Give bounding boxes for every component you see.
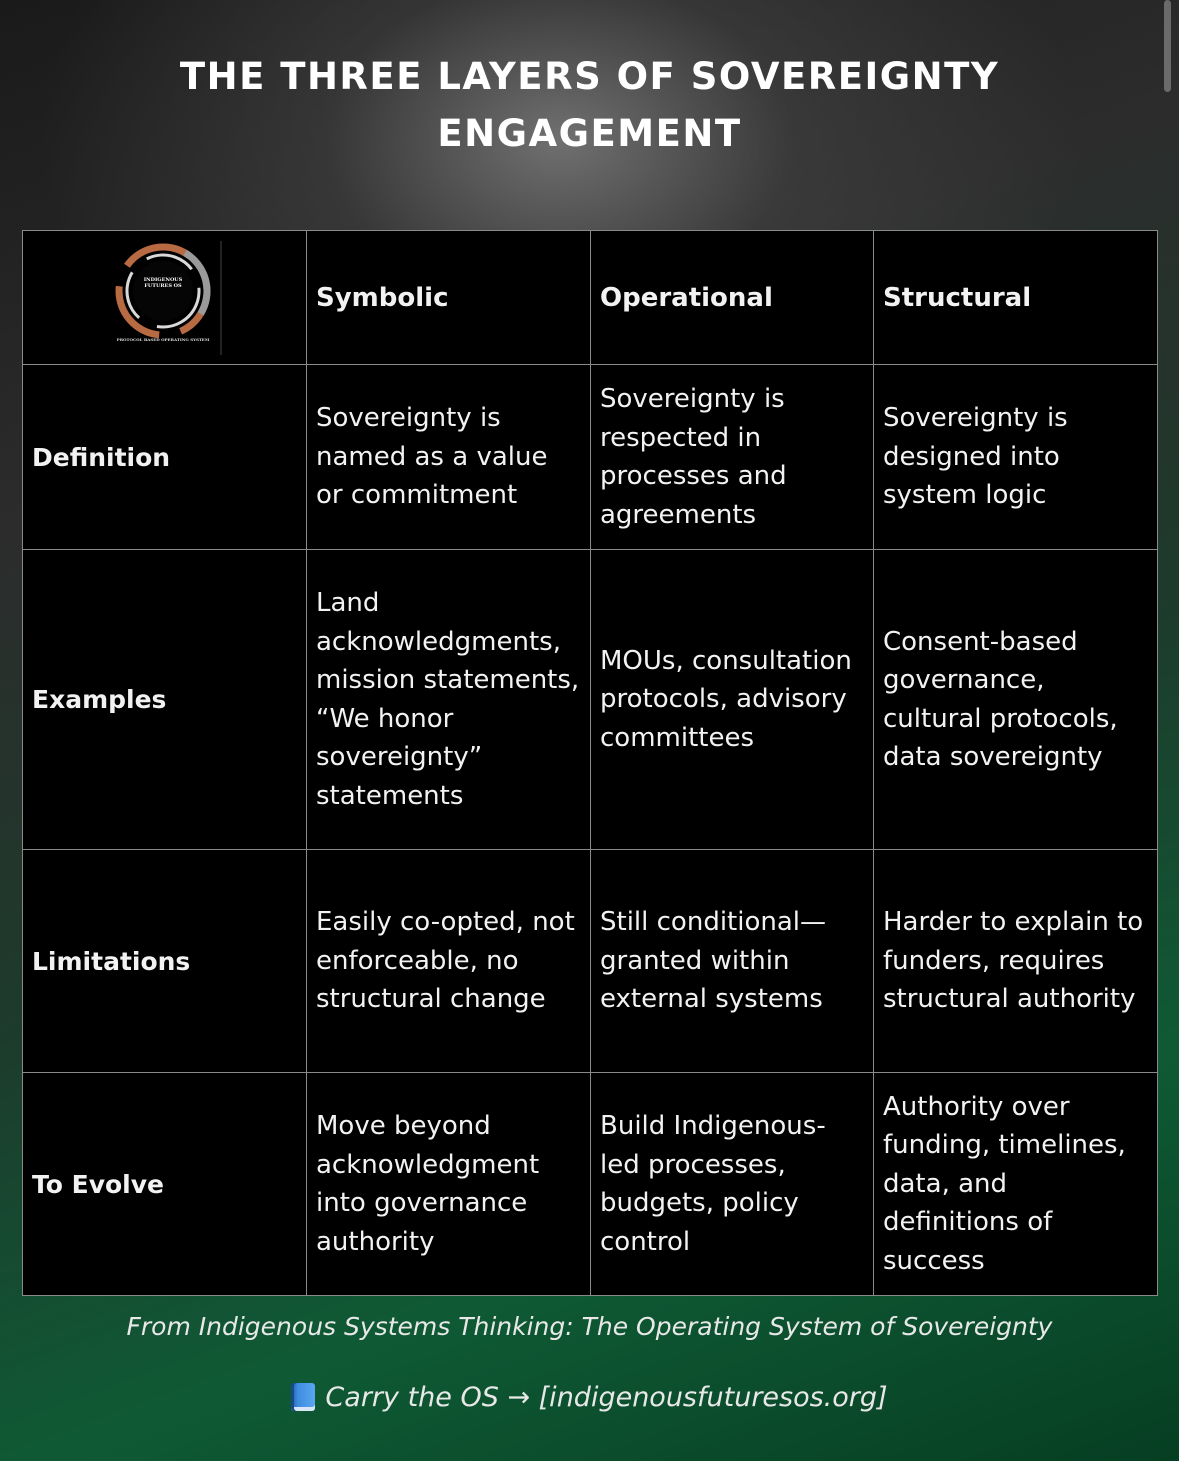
table-row-examples — [23, 550, 1158, 850]
indigenous-futures-os-logo-icon — [107, 239, 219, 351]
table-row-limitations — [23, 850, 1158, 1073]
blue-book-icon — [291, 1383, 315, 1411]
row-header-examples: Examples — [23, 550, 307, 850]
to-evolve-symbolic-cell: Move beyond acknowledgment into governance authority — [307, 1073, 591, 1296]
examples-symbolic-cell: Land acknowledgments, mission statements, “We honor sovereignty” statements — [307, 550, 591, 850]
table-row-definition — [23, 365, 1158, 550]
definition-symbolic-cell: Sovereignty is named as a value or commitment — [307, 365, 591, 550]
examples-operational-cell: MOUs, consultation protocols, advisory committees — [591, 550, 874, 850]
table-row-to-evolve — [23, 1073, 1158, 1296]
logo-cell — [23, 231, 307, 365]
column-header-operational: Operational — [591, 231, 874, 365]
column-header-symbolic: Symbolic — [307, 231, 591, 365]
sovereignty-table — [22, 230, 1158, 1296]
title-line-2: ENGAGEMENT — [437, 112, 742, 155]
table-header-row — [23, 231, 1158, 365]
limitations-operational-cell: Still conditional—granted within external systems — [591, 850, 874, 1073]
to-evolve-structural-cell: Authority over funding, timelines, data, and definitions of success — [874, 1073, 1158, 1296]
column-header-structural: Structural — [874, 231, 1158, 365]
logo-text-top: INDIGENOUS FUTURES OS — [143, 276, 183, 289]
logo-text-bottom: PROTOCOL BASED OPERATING SYSTEM — [116, 336, 210, 342]
website-link[interactable] — [0, 1382, 1179, 1413]
logo-divider — [220, 241, 222, 355]
row-header-limitations: Limitations — [23, 850, 307, 1073]
definition-structural-cell: Sovereignty is designed into system logic — [874, 365, 1158, 550]
logo — [23, 233, 306, 363]
definition-operational-cell: Sovereignty is respected in processes and agreements — [591, 365, 874, 550]
page-title — [0, 48, 1179, 162]
limitations-symbolic-cell: Easily co-opted, not enforceable, no structural change — [307, 850, 591, 1073]
examples-structural-cell: Consent-based governance, cultural protocols, data sovereignty — [874, 550, 1158, 850]
limitations-structural-cell: Harder to explain to funders, requires structural authority — [874, 850, 1158, 1073]
to-evolve-operational-cell: Build Indigenous-led processes, budgets, policy control — [591, 1073, 874, 1296]
source-caption: From Indigenous Systems Thinking: The Operating System of Sovereignty — [126, 1312, 1053, 1341]
row-header-to-evolve: To Evolve — [23, 1073, 307, 1296]
title-line-1: THE THREE LAYERS OF SOVEREIGNTY — [179, 55, 1000, 98]
website-link-text[interactable]: Carry the OS → [indigenousfuturesos.org] — [325, 1382, 888, 1413]
row-header-definition: Definition — [23, 365, 307, 550]
